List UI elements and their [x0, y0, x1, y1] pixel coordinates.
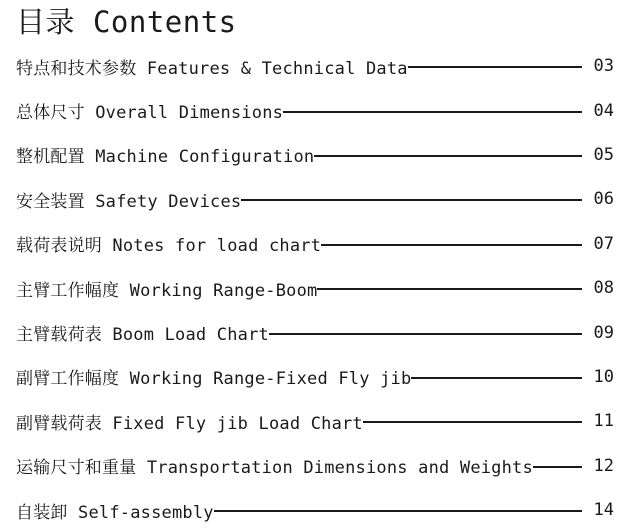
toc-page-number: 08	[593, 278, 614, 299]
toc-entry-transportation[interactable]	[16, 444, 614, 488]
toc-entry-label: 副臂工作幅度 Working Range-Fixed Fly jib	[16, 369, 412, 390]
toc-entry-fly-jib-load-chart[interactable]	[16, 399, 614, 443]
toc-entry-overall-dimensions[interactable]	[16, 88, 614, 132]
toc-entry-working-range-fly-jib[interactable]	[16, 355, 614, 399]
toc-page-number: 07	[593, 233, 614, 254]
toc-entry-features[interactable]	[16, 44, 614, 88]
toc-page-number: 05	[593, 144, 614, 165]
toc-entry-safety-devices[interactable]	[16, 177, 614, 221]
toc-page-number: 03	[593, 56, 614, 77]
dot-leader	[321, 244, 582, 246]
toc-entry-label: 运输尺寸和重量 Transportation Dimensions and Weights	[16, 458, 533, 479]
page-title: 目录 Contents	[16, 5, 237, 39]
toc-entry-label: 总体尺寸 Overall Dimensions	[16, 103, 284, 124]
toc-entry-label: 安全装置 Safety Devices	[16, 191, 242, 212]
toc-page-number: 10	[593, 366, 614, 387]
dot-leader	[214, 510, 582, 512]
toc-entry-label: 副臂载荷表 Fixed Fly jib Load Chart	[16, 413, 363, 434]
toc-page-number: 04	[593, 100, 614, 121]
toc-entry-label: 主臂载荷表 Boom Load Chart	[16, 325, 269, 346]
dot-leader	[317, 288, 582, 290]
dot-leader	[314, 155, 582, 157]
toc-entry-working-range-boom[interactable]	[16, 266, 614, 310]
dot-leader	[269, 333, 582, 335]
dot-leader	[408, 66, 582, 68]
toc-entry-label: 载荷表说明 Notes for load chart	[16, 236, 322, 257]
toc-entry-label: 自装卸 Self-assembly	[16, 502, 214, 523]
toc-page-number: 14	[593, 500, 614, 521]
toc-entry-label: 主臂工作幅度 Working Range-Boom	[16, 280, 318, 301]
dot-leader	[411, 377, 582, 379]
dot-leader	[363, 421, 582, 423]
toc-entry-load-chart-notes[interactable]	[16, 222, 614, 266]
toc-entry-self-assembly[interactable]	[16, 488, 614, 532]
toc-page-number: 12	[593, 455, 614, 476]
toc-page-number: 11	[593, 411, 614, 432]
dot-leader	[241, 199, 582, 201]
toc-entry-label: 特点和技术参数 Features & Technical Data	[16, 58, 408, 79]
toc-page-number: 06	[593, 189, 614, 210]
toc-entry-machine-configuration[interactable]	[16, 133, 614, 177]
toc-entry-boom-load-chart[interactable]	[16, 310, 614, 354]
toc-page-number: 09	[593, 322, 614, 343]
dot-leader	[283, 111, 582, 113]
table-of-contents	[16, 44, 614, 532]
dot-leader	[533, 466, 582, 468]
toc-entry-label: 整机配置 Machine Configuration	[16, 147, 315, 168]
